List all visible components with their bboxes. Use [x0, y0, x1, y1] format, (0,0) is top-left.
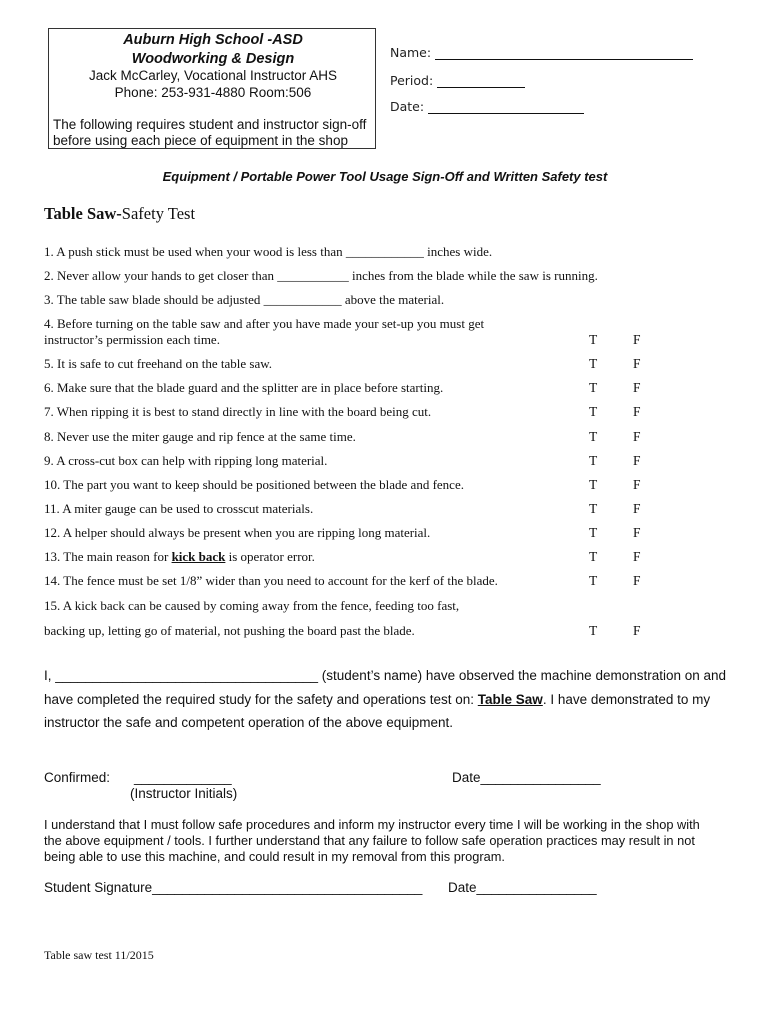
q5-true-option[interactable]: T	[589, 356, 598, 371]
question-3: 3. The table saw blade should be adjusted ____________ above the material.	[44, 292, 445, 307]
q8-false-option[interactable]: F	[633, 429, 641, 444]
period-label: Period:	[390, 73, 434, 88]
school-name: Auburn High School -ASD	[123, 32, 303, 48]
confirm-date-field[interactable]: Date________________	[452, 770, 601, 785]
name-label: Name:	[390, 45, 432, 60]
q7-true-option[interactable]: T	[589, 404, 598, 419]
period-line[interactable]	[437, 74, 525, 88]
question-7: 7. When ripping it is best to stand directly in line with the board being cut.	[44, 404, 432, 419]
name-field[interactable]	[390, 45, 693, 60]
q12-true-option[interactable]: T	[589, 525, 598, 540]
question-5: 5. It is safe to cut freehand on the table saw.	[44, 356, 273, 371]
kick-back-term: kick back	[171, 549, 226, 564]
question-10: 10. The part you want to keep should be positioned between the blade and fence.	[44, 477, 464, 492]
statement-line2-pre: have completed the required study for the safety and operations test on:	[44, 692, 478, 707]
question-8: 8. Never use the miter gauge and rip fence at the same time.	[44, 429, 356, 444]
date-label: Date:	[390, 99, 425, 114]
q4-true-option[interactable]: T	[589, 332, 598, 347]
question-12: 12. A helper should always be present when you are ripping long material.	[44, 525, 431, 540]
q9-false-option[interactable]: F	[633, 453, 641, 468]
signature-date-field[interactable]: Date________________	[448, 880, 597, 895]
confirmed-label: Confirmed:	[44, 770, 111, 785]
equipment-name: Table Saw	[477, 692, 543, 707]
student-signature-field[interactable]: Student Signature____________________________________	[44, 880, 423, 895]
statement-line3: instructor the safe and competent operation of the above equipment.	[44, 715, 454, 730]
q10-true-option[interactable]: T	[589, 477, 598, 492]
understanding-line3: being able to use this machine, and could result in my removal from this program.	[44, 849, 505, 864]
understanding-line1: I understand that I must follow safe procedures and inform my instructor every time I will be working in the shop with	[44, 817, 700, 832]
date-field[interactable]	[390, 99, 584, 114]
q5-false-option[interactable]: F	[633, 356, 641, 371]
question-15-line2: backing up, letting go of material, not pushing the board past the blade.	[44, 623, 415, 638]
q13-true-option[interactable]: T	[589, 549, 598, 564]
question-11: 11. A miter gauge can be used to crosscut materials.	[44, 501, 314, 516]
question-4-line2: instructor’s permission each time.	[44, 332, 220, 347]
statement-line2	[44, 692, 710, 707]
q13-false-option[interactable]: F	[633, 549, 641, 564]
name-line[interactable]	[435, 46, 693, 60]
question-13-pre: 13. The main reason for	[44, 549, 172, 564]
signoff-note-line1: The following requires student and instructor sign-off	[53, 117, 367, 132]
period-field[interactable]	[390, 73, 525, 88]
q7-false-option[interactable]: F	[633, 404, 641, 419]
q11-true-option[interactable]: T	[589, 501, 598, 516]
form-subtitle: Equipment / Portable Power Tool Usage Sign-Off and Written Safety test	[162, 169, 608, 184]
q14-false-option[interactable]: F	[633, 573, 641, 588]
instructor-line: Jack McCarley, Vocational Instructor AHS	[88, 68, 338, 83]
question-2: 2. Never allow your hands to get closer than ___________ inches from the blade while the saw is running.	[44, 268, 598, 283]
question-6: 6. Make sure that the blade guard and the splitter are in place before starting.	[44, 380, 444, 395]
test-title	[44, 204, 195, 224]
question-9: 9. A cross-cut box can help with ripping long material.	[44, 453, 328, 468]
q6-false-option[interactable]: F	[633, 380, 641, 395]
question-13	[44, 549, 315, 565]
question-1: 1. A push stick must be used when your wood is less than ____________ inches wide.	[44, 244, 493, 259]
question-14: 14. The fence must be set 1/8” wider than you need to account for the kerf of the blade.	[44, 573, 498, 588]
phone-line: Phone: 253-931-4880 Room:506	[114, 85, 312, 100]
question-15-line1: 15. A kick back can be caused by coming away from the fence, feeding too fast,	[44, 598, 460, 613]
question-13-post: is operator error.	[225, 549, 315, 564]
q14-true-option[interactable]: T	[589, 573, 598, 588]
understanding-line2: the above equipment / tools. I further understand that any failure to follow safe operation practices may result in not	[44, 833, 695, 848]
test-title-rest: Safety Test	[121, 204, 196, 223]
statement-line2-post: . I have demonstrated to my	[542, 692, 711, 707]
signoff-note-line2: before using each piece of equipment in the shop	[53, 133, 348, 148]
q12-false-option[interactable]: F	[633, 525, 641, 540]
instructor-initials-line[interactable]: _____________	[134, 770, 232, 785]
statement-line1: I, ___________________________________ (student’s name) have observed the machine demonstration on and	[44, 668, 727, 683]
question-4-line1: 4. Before turning on the table saw and after you have made your set-up you must get	[44, 316, 485, 331]
q9-true-option[interactable]: T	[589, 453, 598, 468]
instructor-initials-caption: (Instructor Initials)	[130, 786, 238, 801]
date-line[interactable]	[428, 100, 584, 114]
q8-true-option[interactable]: T	[589, 429, 598, 444]
test-title-bold: Table Saw-	[44, 204, 122, 223]
q15-true-option[interactable]: T	[589, 623, 598, 638]
program-name: Woodworking & Design	[131, 51, 295, 67]
q10-false-option[interactable]: F	[633, 477, 641, 492]
document-footer: Table saw test 11/2015	[44, 948, 154, 962]
q11-false-option[interactable]: F	[633, 501, 641, 516]
q6-true-option[interactable]: T	[589, 380, 598, 395]
q4-false-option[interactable]: F	[633, 332, 641, 347]
q15-false-option[interactable]: F	[633, 623, 641, 638]
